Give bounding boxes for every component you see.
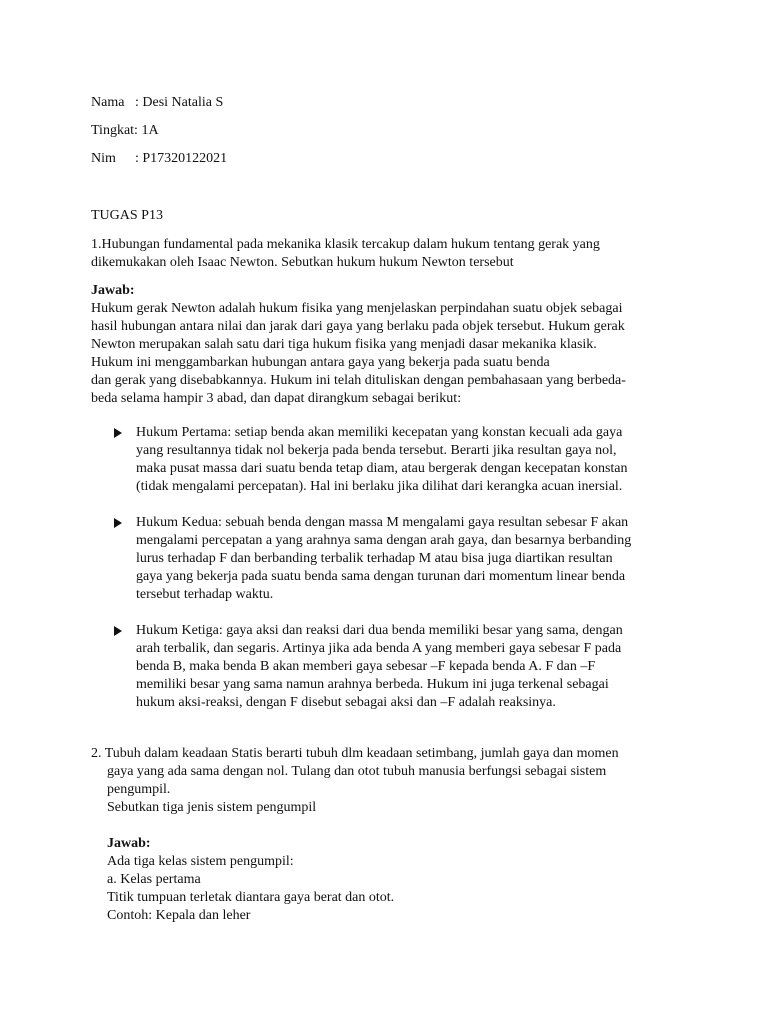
answer1-line: Hukum gerak Newton adalah hukum fisika yang menjelaskan perpindahan suatu objek sebagai xyxy=(91,301,623,316)
bullet1-line: yang resultannya tidak nol bekerja pada benda tersebut. Berarti jika resultan gaya nol, xyxy=(136,443,617,458)
bullet3-line: Hukum Ketiga: gaya aksi dan reaksi dari dua benda memiliki besar yang sama, dengan xyxy=(136,623,623,638)
answer2-line: Contoh: Kepala dan leher xyxy=(107,908,251,923)
bullet2-line: gaya yang bekerja pada suatu benda sama dengan turunan dari momentum linear benda xyxy=(136,569,626,584)
answer1-line: Hukum ini menggambarkan hubungan antara gaya yang bekerja pada suatu benda xyxy=(91,355,550,370)
question1-line: 1.Hubungan fundamental pada mekanika klasik tercakup dalam hukum tentang gerak yang xyxy=(91,237,600,252)
bullet2-line: lurus terhadap F dan berbanding terbalik terhadap M atau bisa juga diartikan resultan xyxy=(136,551,613,566)
bullet3-line: arah terbalik, dan segaris. Artinya jika ada benda A yang memberi gaya sebesar F pada xyxy=(136,641,622,656)
bullet3-line: benda B, maka benda B akan memberi gaya sebesar –F kepada benda A. F dan –F xyxy=(136,659,596,674)
bullet3-line: memiliki besar yang sama namun arahnya berbeda. Hukum ini juga terkenal sebagai xyxy=(136,677,609,692)
question1-line: dikemukakan oleh Isaac Newton. Sebutkan hukum hukum Newton tersebut xyxy=(91,255,514,270)
bullet1-line: Hukum Pertama: setiap benda akan memiliki kecepatan yang konstan kecuali ada gaya xyxy=(136,425,623,440)
question2-line: pengumpil. xyxy=(107,782,171,797)
question2-line: gaya yang ada sama dengan nol. Tulang dan otot tubuh manusia berfungsi sebagai sistem xyxy=(107,764,607,779)
task-title: TUGAS P13 xyxy=(91,208,163,223)
answer1-line: Newton merupakan salah satu dari tiga hukum fisika yang menjadi dasar mekanika klasik. xyxy=(91,337,597,352)
answer2-label: Jawab: xyxy=(107,836,151,851)
bullet1-line: (tidak mengalami percepatan). Hal ini berlaku jika dilihat dari kerangka acuan inersial. xyxy=(136,479,623,494)
answer2-line: Ada tiga kelas sistem pengumpil: xyxy=(107,854,294,869)
answer1-label: Jawab: xyxy=(91,283,135,298)
answer1-line: hasil hubungan antara nilai dan jarak dari gaya yang berlaku pada objek tersebut. Hukum gerak xyxy=(91,319,625,334)
question2-line: Sebutkan tiga jenis sistem pengumpil xyxy=(107,800,317,815)
nim-label: Nim xyxy=(91,151,116,166)
bullet2-line: Hukum Kedua: sebuah benda dengan massa M mengalami gaya resultan sebesar F akan xyxy=(136,515,629,530)
question2-line: 2. Tubuh dalam keadaan Statis berarti tubuh dlm keadaan setimbang, jumlah gaya dan momen xyxy=(91,746,619,761)
tingkat-value: 1A xyxy=(141,123,159,138)
arrow-bullet-icon xyxy=(114,428,122,438)
bullet1-line: maka pusat massa dari suatu benda tetap diam, atau bergerak dengan kecepatan konstan xyxy=(136,461,628,476)
arrow-bullet-icon xyxy=(114,518,122,528)
identity-tingkat-row xyxy=(91,122,159,140)
tingkat-label: Tingkat: xyxy=(91,123,138,138)
nama-label: Nama xyxy=(91,95,125,110)
identity-nim-row xyxy=(91,150,227,168)
arrow-bullet-icon xyxy=(114,626,122,636)
bullet3-line: hukum aksi-reaksi, dengan F disebut sebagai aksi dan –F adalah reaksinya. xyxy=(136,695,556,710)
identity-nama-row xyxy=(91,94,223,112)
bullet2-line: mengalami percepatan a yang arahnya sama dengan arah gaya, dan besarnya berbanding xyxy=(136,533,632,548)
nama-value: : Desi Natalia S xyxy=(135,95,224,110)
answer2-line: a. Kelas pertama xyxy=(107,872,201,887)
answer2-line: Titik tumpuan terletak diantara gaya berat dan otot. xyxy=(107,890,395,905)
answer1-line: dan gerak yang disebabkannya. Hukum ini telah dituliskan dengan pembahasaan yang berbeda- xyxy=(91,373,626,388)
answer1-line: beda selama hampir 3 abad, dan dapat dirangkum sebagai berikut: xyxy=(91,391,462,406)
nim-value: : P17320122021 xyxy=(135,151,228,166)
bullet2-line: tersebut terhadap waktu. xyxy=(136,587,274,602)
